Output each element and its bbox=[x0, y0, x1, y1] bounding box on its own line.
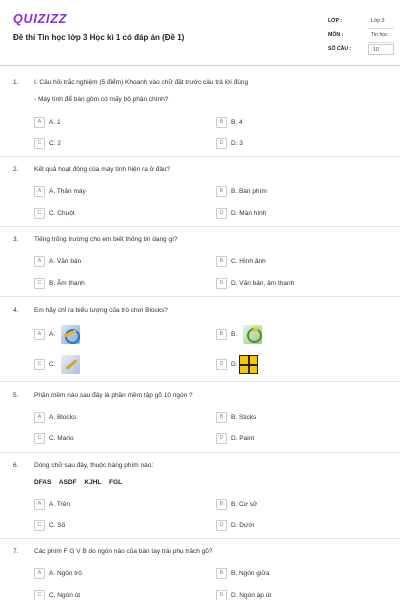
question-text: Các phím F G V B do ngón nào của bàn tay trái phụ trách gõ? bbox=[34, 548, 213, 555]
question-text: Em hãy chỉ ra biểu tượng của trò chơi Blocks? bbox=[34, 307, 168, 314]
blocks-game-icon bbox=[239, 355, 258, 374]
question-text: I. Câu hỏi trắc nghiệm (5 điểm) Khoanh vào chữ đặt trước câu trả lời đúng bbox=[34, 79, 249, 86]
question-text: Dòng chữ sau đây, thuộc hàng phím nào: bbox=[34, 462, 154, 469]
question-separator bbox=[0, 156, 400, 157]
key-sequence-text: DFAS ASDF KJHL FGL bbox=[34, 479, 123, 486]
quizizz-logo: QUIZIZZ bbox=[13, 12, 68, 26]
internet-explorer-icon bbox=[61, 325, 80, 344]
question-separator bbox=[0, 538, 400, 539]
worksheet-meta bbox=[328, 16, 394, 58]
question-subtext: - Máy tính để bàn gồm có mấy bộ phận chính? bbox=[34, 96, 169, 103]
header-divider bbox=[0, 65, 400, 66]
question-separator bbox=[0, 381, 400, 382]
meta-question-count: SỐ CÂU : 10 bbox=[328, 44, 394, 58]
question-separator bbox=[0, 296, 400, 297]
question-text: Phần mềm nào sau đây là phần mềm tập gõ 10 ngón ? bbox=[34, 392, 193, 399]
meta-class: LỚP : Lớp 3 bbox=[328, 16, 394, 30]
worksheet-title: Đề thi Tin học lớp 3 Học kì 1 có đáp án (Đề 1) bbox=[13, 33, 185, 42]
meta-subject: MÔN : Tin học bbox=[328, 30, 394, 44]
green-game-icon bbox=[243, 325, 262, 344]
question-text: Kết quả hoạt động của máy tính hiện ra ở đâu? bbox=[34, 166, 171, 173]
paint-pencil-icon bbox=[61, 355, 80, 374]
question-text: Tiếng trống trường cho em biết thông tin dạng gì? bbox=[34, 236, 178, 243]
worksheet-header bbox=[13, 12, 391, 62]
question-separator bbox=[0, 452, 400, 453]
question-separator bbox=[0, 226, 400, 227]
